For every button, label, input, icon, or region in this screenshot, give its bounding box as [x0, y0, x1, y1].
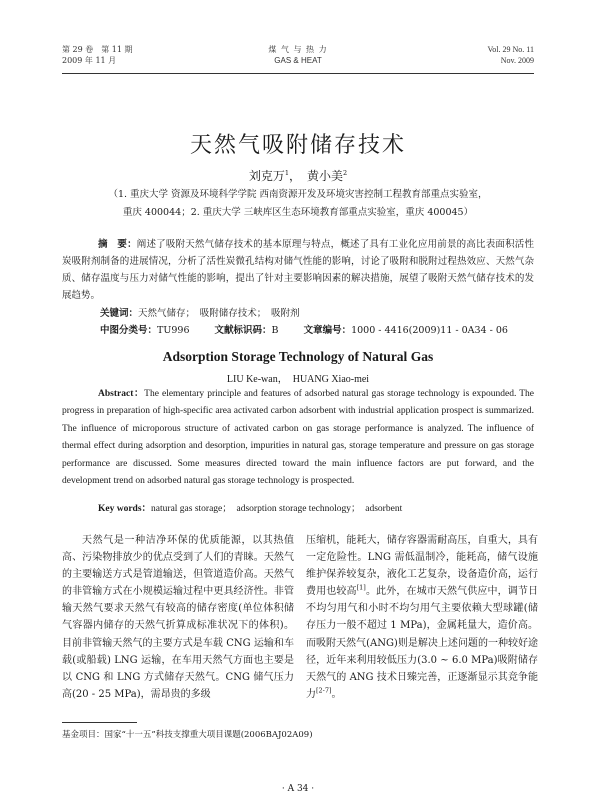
keywords-cn: [100, 305, 300, 319]
keywords-cn-text: 天然气储存； 吸附储存技术； 吸附剂: [138, 308, 300, 319]
body-paragraph: 天然气是一种洁净环保的优质能源，以其热值高、污染物排放少的优点受到了人们的青睐。天然气的主要输送方式是管道输送，但管道造价高。天然气的非管输方式在小规模运输过程中更具经济性。非管输天然气要求天然气有较高的储存密度(单位体积储气容器内储存的天然气折算成标准状况下的体积)。目前非管输天然气的主要方式是车载 CNG 运输和车载(或船载) LNG 运输，在车用天然气方面也主要是以 CNG 和 LNG 方式储存天然气。CNG 储气压力高(20 - 25 MPa)，需昂贵的多级: [62, 535, 294, 700]
author-1: 刘克万: [248, 169, 285, 183]
citation-ref-2: [2-7]: [316, 686, 332, 695]
abstract-cn-text: 阐述了吸附天然气储存技术的基本原理与特点，概述了具有工业化应用前景的高比表面积活性炭吸附剂制备的进展情况，分析了活性炭微孔结构对储气性能的影响，讨论了吸附和脱附过程热效应、天然气杂质、储存温度与压力对储气性能的影响，提出了针对主要影响因素的解决措施，展望了吸附天然气储存技术的发展趋势。: [62, 239, 534, 301]
author-separator: ，: [288, 169, 307, 183]
article-title-en: Adsorption Storage Technology of Natural Gas: [162, 349, 434, 364]
authors-en: LIU Ke-wan， HUANG Xiao-mei: [226, 374, 370, 385]
citation-ref-1: [1]: [356, 583, 366, 592]
classification-row: [100, 322, 508, 336]
header-right: [488, 44, 534, 66]
doc-code-value: B: [271, 325, 279, 336]
body-text-part1: 压缩机，能耗大，储存容器需耐高压，自重大，具有一定危险性。LNG 需低温制冷，能耗高，储气设施维护保养较复杂，液化工艺复杂，设备造价高，运行费用也较高: [306, 535, 538, 598]
issue-date-en: Nov. 2009: [500, 56, 534, 65]
abstract-en: [62, 386, 534, 490]
body-left-column: [62, 532, 294, 703]
issue-date-cn: 2009 年 11 月: [62, 56, 117, 65]
volume-issue: 第 29 卷 第 11 期: [62, 45, 133, 54]
authors-cn: [0, 167, 596, 184]
journal-name-cn: 煤 气 与 热 力: [268, 45, 328, 54]
header-left: [62, 44, 133, 66]
keywords-en: [62, 500, 402, 514]
funding-footnote: 基金项目：国家“十一五”科技支撑重大项目课题(2006BAJ02A09): [62, 730, 313, 740]
article-no-value: 1000 - 4416(2009)11 - 0A34 - 06: [351, 325, 508, 336]
volume-issue-en: Vol. 29 No. 11: [487, 45, 534, 54]
doc-code-label: 文献标识码：: [214, 325, 272, 336]
author-2: 黄小美: [307, 169, 344, 183]
body-right-column: [306, 532, 538, 703]
keywords-en-label: Key words：: [98, 504, 152, 514]
journal-name-en: GAS & HEAT: [274, 56, 322, 65]
abstract-en-text: The elementary principle and features of adsorbed natural gas storage technology is expounded. The progress in preparation of high-specific area activated carbon adsorbent with industrial application prospect is summarized. The influence of microporous structure of activated carbon on gas storage performance is analyzed. The influence of thermal effect during adsorption and desorption, impurities in natural gas, storage temperature and pressure on gas storage performance are discussed. Some measures directed toward the main influence factors are put forward, and the development trend on adsorbed natural gas storage technology is prospected.: [62, 389, 534, 487]
footnote-rule: [62, 722, 137, 723]
author-1-affil: 1: [284, 169, 289, 177]
abstract-cn: [62, 236, 534, 304]
header-center: [198, 44, 398, 66]
affiliation-line-2: 重庆 400044；2. 重庆大学 三峡库区生态环境教育部重点实验室，重庆 400045）: [122, 207, 474, 218]
keywords-cn-label: 关键词：: [100, 308, 139, 319]
article-no-label: 文章编号：: [303, 325, 352, 336]
header-rule: [62, 73, 534, 74]
affiliation-line-1: （1. 重庆大学 资源及环境科学学院 西南资源开发及环境灾害控制工程教育部重点实验室，: [108, 189, 488, 200]
keywords-en-text: natural gas storage； adsorption storage technology； adsorbent: [151, 504, 403, 514]
body-paragraph-cont: [306, 532, 538, 703]
abstract-en-label: Abstract：: [98, 389, 145, 399]
author-2-affil: 2: [343, 169, 348, 177]
clc-value: TU996: [157, 325, 190, 336]
article-title-cn: 天然气吸附储存技术: [189, 133, 406, 158]
abstract-cn-label: 摘 要：: [98, 239, 137, 250]
page-number: · A 34 ·: [281, 784, 315, 794]
body-text-part2: 。此外，在城市天然气供应中，调节日不均匀用气和小时不均匀用气主要依赖大型球罐(储存压力一般不超过 1 MPa)，金属耗量大，造价高。而吸附天然气(ANG)则是解决上述问题的一种较好途径，近年来利用较低压力(3.0 ~ 6.0 MPa)吸附储存天然气的 ANG 技术日臻完善，正逐渐显示其竞争能力: [306, 586, 539, 700]
body-text-end: 。: [331, 688, 342, 700]
clc-label: 中图分类号：: [100, 325, 158, 336]
